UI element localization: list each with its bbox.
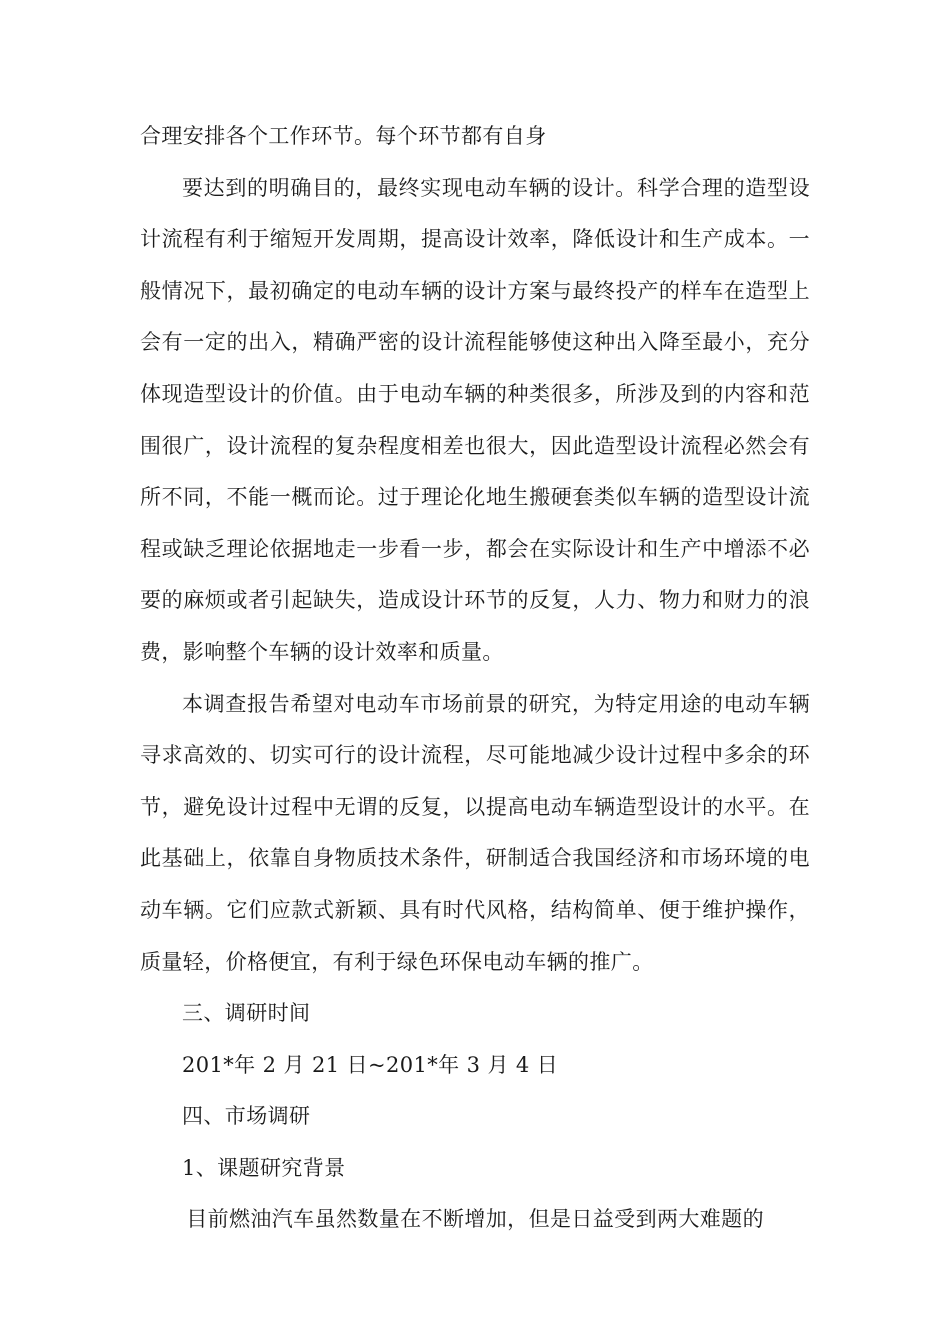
paragraph-background-start: 目前燃油汽车虽然数量在不断增加，但是日益受到两大难题的 (186, 1207, 764, 1232)
paragraph-design-process: 要达到的明确目的，最终实现电动车辆的设计。科学合理的造型设计流程有利于缩短开发周期，提高设计效率，降低设计和生产成本。一般情况下，最初确定的电动车辆的设计方案与最终投产的样车在造型上会有一定的出入，精确严密的设计流程能够使这种出入降至最小，充分体现造型设计的价值。由于电动车辆的种类很多，所涉及到的内容和范围很广，设计流程的复杂程度相差也很大，因此造型设计流程必然会有所不同，不能一概而论。过于理论化地生搬硬套类似车辆的造型设计流程或缺乏理论依据地走一步看一步，都会在实际设计和生产中增添不必要的麻烦或者引起缺失，造成设计环节的反复，人力、物力和财力的浪费，影响整个车辆的设计效率和质量。 (140, 175, 810, 664)
research-date-range: 201*年 2 月 21 日~201*年 3 月 4 日 (182, 1052, 559, 1077)
paragraph-report-purpose: 本调查报告希望对电动车市场前景的研究，为特定用途的电动车辆寻求高效的、切实可行的设计流程，尽可能地减少设计过程中多余的环节，避免设计过程中无谓的反复，以提高电动车辆造型设计的水平。在此基础上，依靠自身物质技术条件，研制适合我国经济和市场环境的电动车辆。它们应款式新颖、具有时代风格，结构简单、便于维护操作，质量轻，价格便宜，有利于绿色环保电动车辆的推广。 (140, 691, 810, 974)
heading-research-background: 1、课题研究背景 (182, 1155, 346, 1180)
heading-research-time: 三、调研时间 (182, 1001, 311, 1026)
heading-market-research: 四、市场调研 (182, 1104, 311, 1129)
document-body (140, 111, 810, 1246)
paragraph-continuation: 合理安排各个工作环节。每个环节都有自身 (140, 124, 547, 148)
